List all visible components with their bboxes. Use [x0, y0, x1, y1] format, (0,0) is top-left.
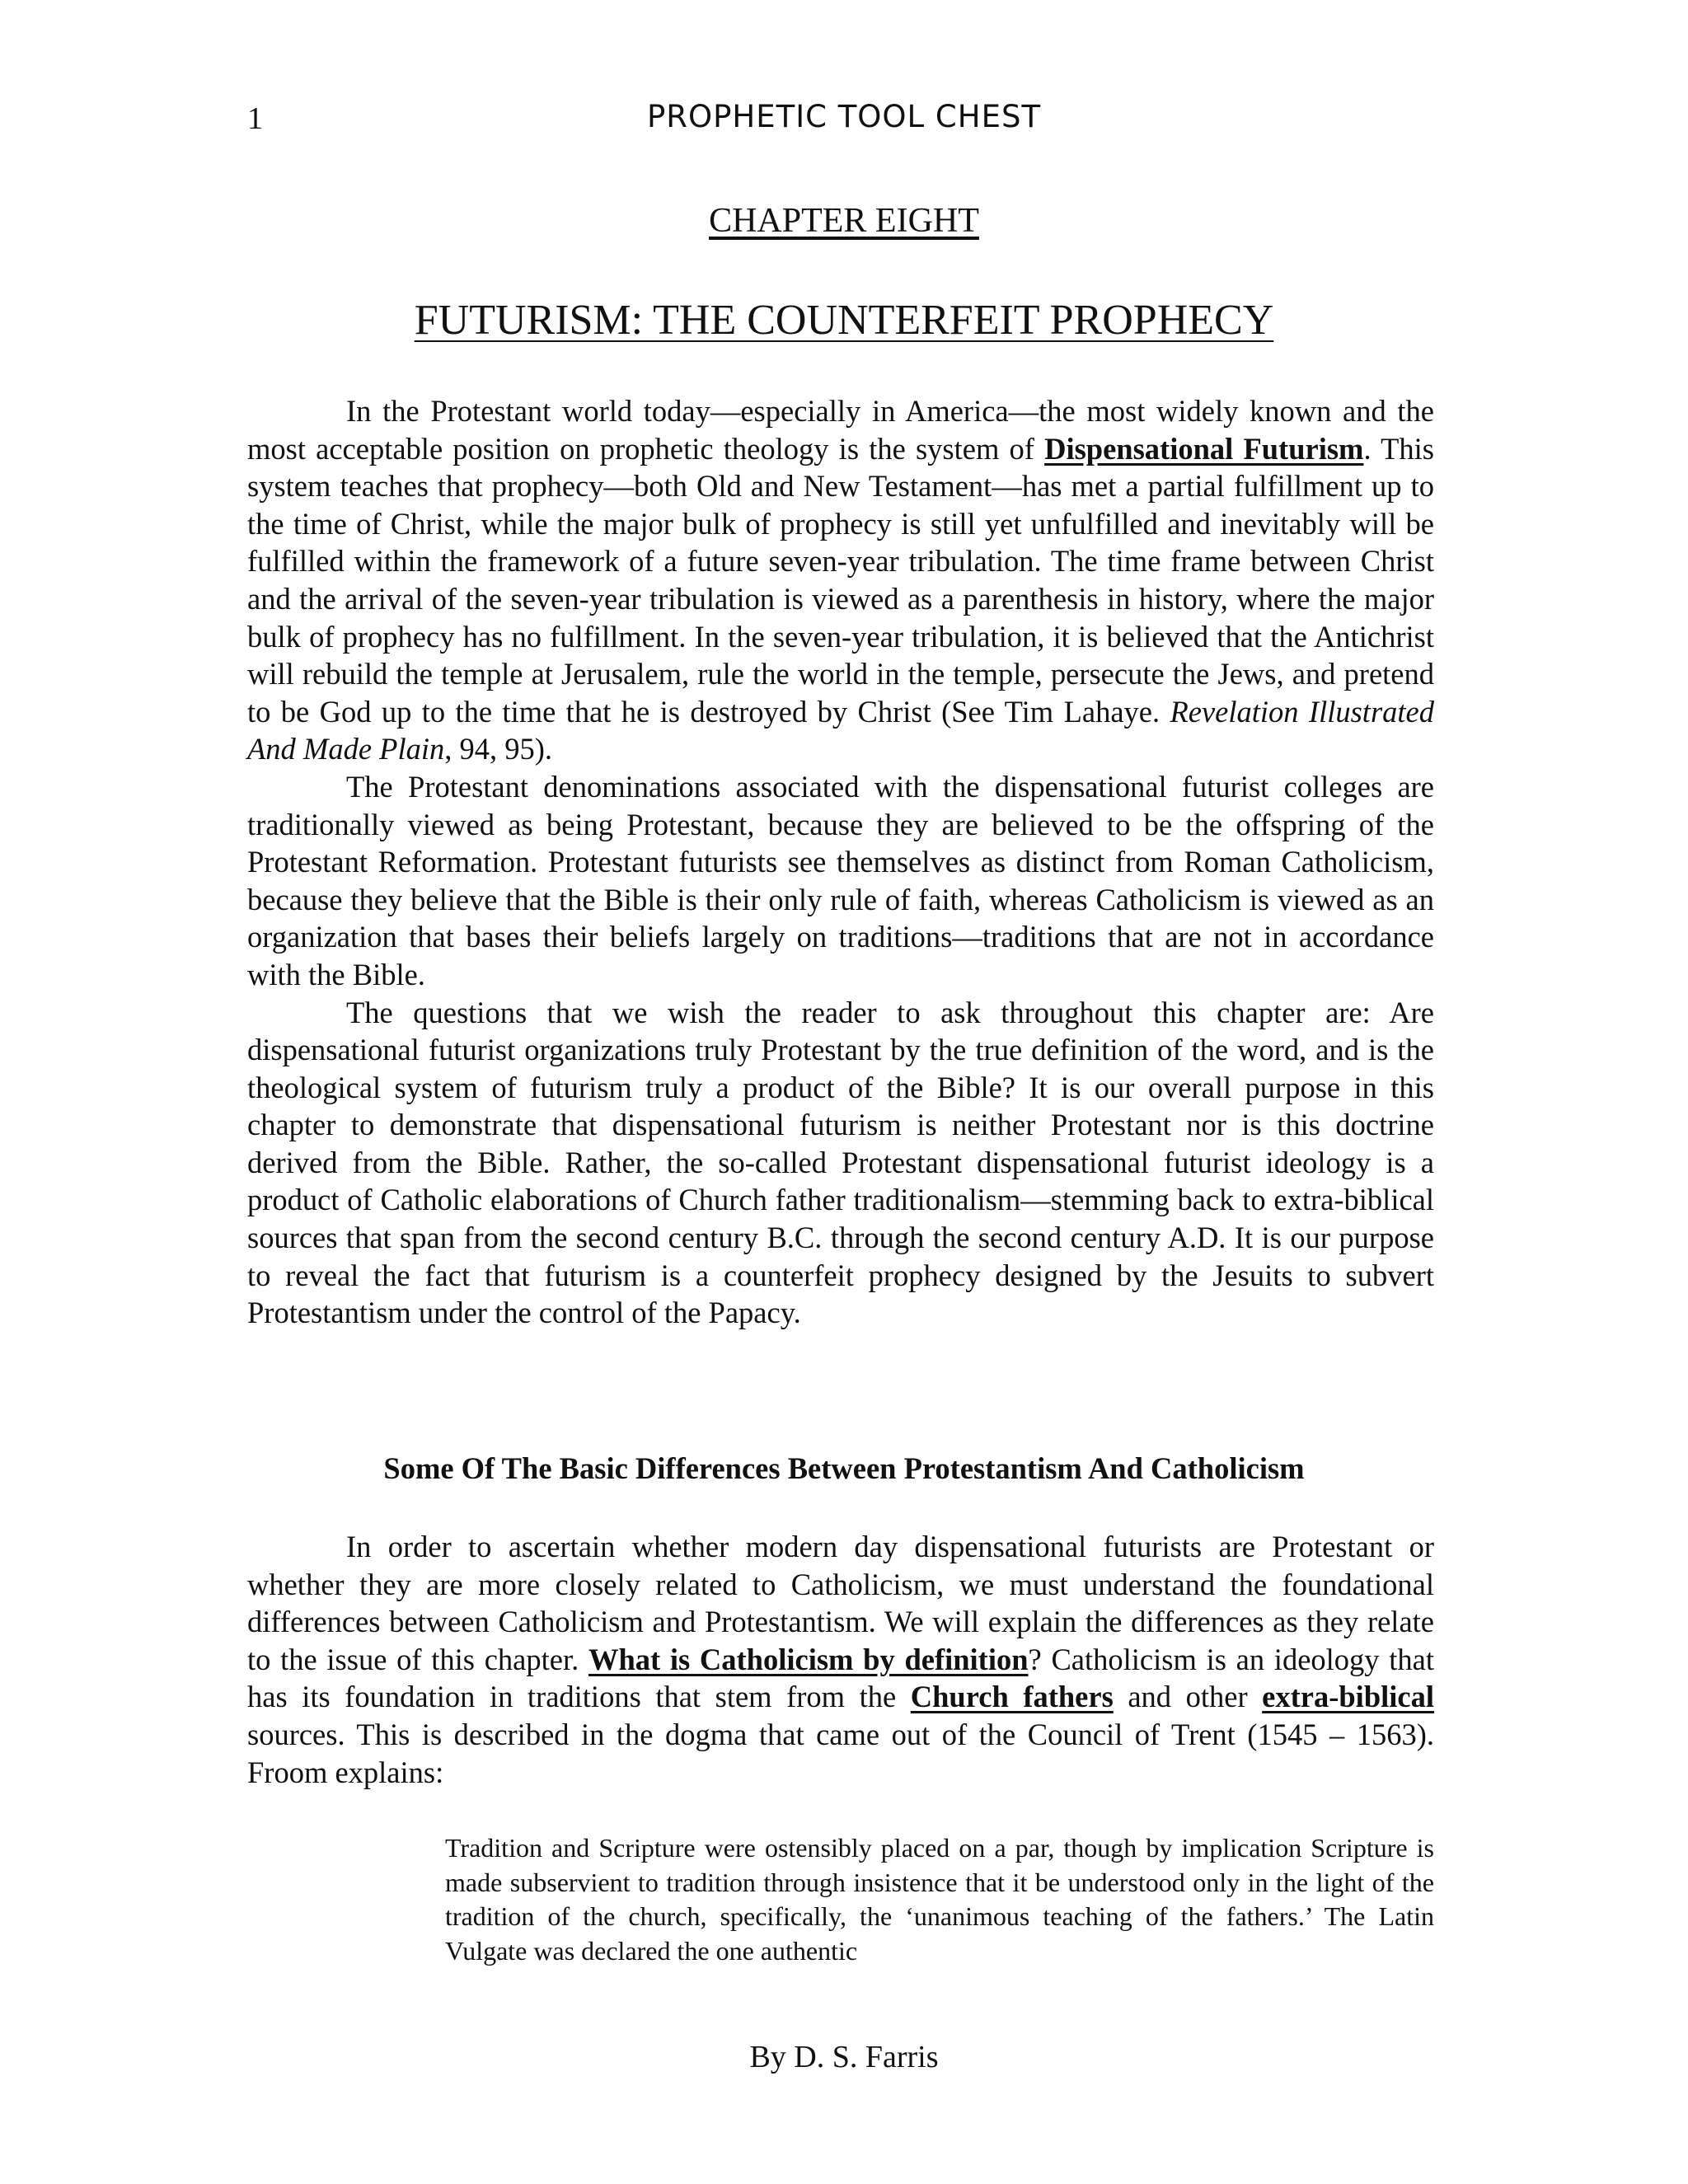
intro-paragraph-1: [247, 392, 1434, 768]
section-paragraph-1-text-b: ? Catholicism is an ideology that has its foundation in traditions that stem from the: [247, 1642, 1434, 1714]
intro-paragraph-1-text-c: , 94, 95).: [444, 732, 553, 766]
key-term-extra-biblical: extra-biblical: [1262, 1680, 1434, 1714]
section-paragraph-1: [247, 1528, 1434, 1791]
block-quote: [445, 1831, 1434, 1968]
citation-book-title: Revelation Illustrated And Made Plain: [247, 694, 1434, 766]
intro-paragraph-3: The questions that we wish the reader to ask throughout this chapter are: Are dispensational futurist organizations truly Protestant by the true definition of the word, and is the theological system of futurism truly a product of the Bible? It is our overall purpose in this chapter to demonstrate that dispensational futurism is neither Protestant nor is this doctrine derived from the Bible. Rather, the so-called Protestant dispensational futurist ideology is a product of Catholic elaborations of Church father traditionalism—stemming back to extra-biblical sources that span from the second century B.C. through the second century A.D. It is our purpose to reveal the fact that futurism is a counterfeit prophecy designed by the Jesuits to subvert Protestantism under the control of the Papacy.: [247, 995, 1434, 1330]
running-header: PROPHETIC TOOL CHEST: [646, 99, 1042, 134]
key-term-catholicism-definition: What is Catholicism by definition: [588, 1642, 1029, 1676]
chapter-title: FUTURISM: THE COUNTERFEIT PROPHECY: [414, 297, 1274, 344]
chapter-label: CHAPTER EIGHT: [709, 202, 979, 240]
section-paragraph-1-text-c: and other: [1113, 1680, 1263, 1714]
block-quote-text: Tradition and Scripture were ostensibly placed on a par, though by implication Scripture is made subservient to tradition through insistence that it be understood only in the light of the tradition of the church, specifically, the ‘unanimous teaching of the fathers.’ The Latin Vulgate was declared the one authentic: [445, 1833, 1434, 1966]
key-term-church-fathers: Church fathers: [910, 1680, 1114, 1714]
intro-text-block: [247, 392, 1434, 1332]
page-footer-author: By D. S. Farris: [749, 2040, 939, 2074]
key-term-dispensational-futurism: Dispensational Futurism: [1044, 431, 1364, 466]
section-paragraph-1-text-d: sources. This is described in the dogma that came out of the Council of Trent (1545 – 1563). Froom explains:: [247, 1717, 1434, 1789]
page-number: 1: [247, 101, 263, 136]
section-text-block: [247, 1528, 1434, 1791]
intro-paragraph-2: The Protestant denominations associated with the dispensational futurist colleges are traditionally viewed as being Protestant, because they are believed to be the offspring of the Protestant Reformation. Protestant futurists see themselves as distinct from Roman Catholicism, because they believe that the Bible is their only rule of faith, whereas Catholicism is viewed as an organization that bases their beliefs largely on traditions—traditions that are not in accordance with the Bible.: [247, 769, 1434, 991]
section-heading: Some Of The Basic Differences Between Protestantism And Catholicism: [383, 1451, 1305, 1485]
intro-paragraph-1-text-a: In the Protestant world today—especially in America—the most widely known and the most acceptable position on prophetic theology is the system of: [247, 394, 1434, 466]
intro-paragraph-1-text-b: . This system teaches that prophecy—both Old and New Testament—has met a partial fulfillment up to the time of Christ, while the major bulk of prophecy is still yet unfulfilled and inevitably will be fulfilled within the framework of a future seven-year tribulation. The time frame between Christ and the arrival of the seven-year tribulation is viewed as a parenthesis in history, where the major bulk of prophecy has no fulfillment. In the seven-year tribulation, it is believed that the Antichrist will rebuild the temple at Jerusalem, rule the world in the temple, persecute the Jews, and pretend to be God up to the time that he is destroyed by Christ (See Tim Lahaye.: [247, 431, 1434, 729]
section-paragraph-1-text-a: In order to ascertain whether modern day dispensational futurists are Protestant or whether they are more closely related to Catholicism, we must understand the foundational differences between Catholicism and Protestantism. We will explain the differences as they relate to the issue of this chapter.: [247, 1530, 1434, 1676]
